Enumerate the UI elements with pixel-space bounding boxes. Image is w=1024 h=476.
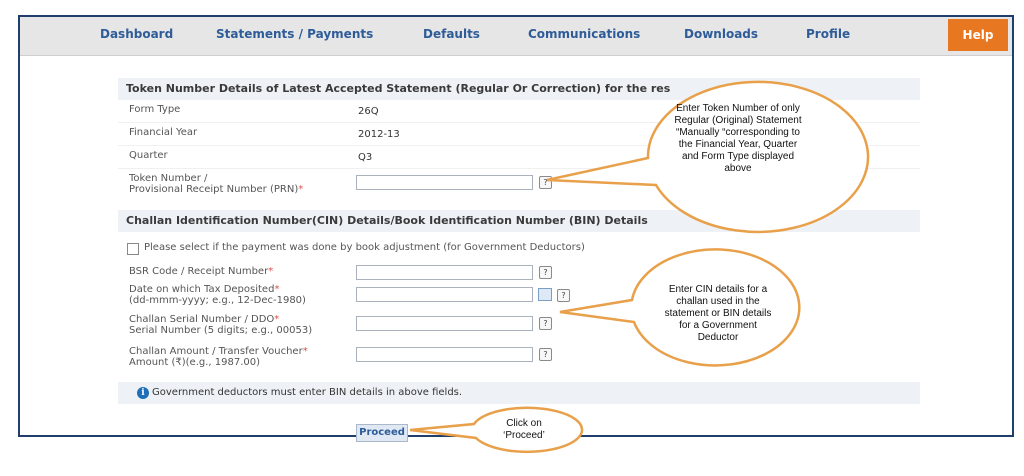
challan-amount-label-line1: Challan Amount / Transfer Voucher* [129, 346, 308, 357]
quarter-value: Q3 [358, 152, 373, 163]
challan-section-title: Challan Identification Number(CIN) Details/Book Identification Number (BIN) Details [126, 214, 648, 227]
info-icon: i [137, 387, 149, 399]
token-section-title: Token Number Details of Latest Accepted Statement (Regular Or Correction) for the res [126, 82, 671, 95]
book-adjustment-label: Please select if the payment was done by book adjustment (for Government Deductors) [144, 242, 585, 253]
challan-serial-label-line2: Serial Number (5 digits; e.g., 00053) [129, 325, 313, 336]
tax-date-label-line1: Date on which Tax Deposited* [129, 284, 280, 295]
tax-date-help-icon[interactable]: ? [557, 289, 570, 302]
challan-serial-help-icon[interactable]: ? [539, 317, 552, 330]
info-note: Government deductors must enter BIN details in above fields. [118, 382, 920, 404]
financial-year-value: 2012-13 [358, 129, 400, 140]
token-callout-text: Enter Token Number of only Regular (Original) Statement “Manually “corresponding to the Financial Year, Quarter and Form Type displayed above [674, 103, 802, 174]
form-type-label: Form Type [129, 104, 181, 115]
nav-statements-payments[interactable]: Statements / Payments [216, 27, 374, 41]
form-type-value: 26Q [358, 106, 379, 117]
proceed-callout-text: Click on ‘Proceed’ [503, 418, 545, 441]
token-number-label-line1: Token Number / [129, 173, 208, 184]
nav-defaults[interactable]: Defaults [423, 27, 480, 41]
token-help-icon[interactable]: ? [539, 176, 552, 189]
quarter-label: Quarter [129, 150, 168, 161]
token-number-label-line2: Provisional Receipt Number (PRN)* [129, 184, 304, 195]
nav-profile[interactable]: Profile [806, 27, 851, 41]
help-button[interactable]: Help [948, 19, 1008, 51]
nav-downloads[interactable]: Downloads [684, 27, 759, 41]
nav-dashboard[interactable]: Dashboard [100, 27, 174, 41]
challan-serial-label-line1: Challan Serial Number / DDO* [129, 314, 280, 325]
nav-communications[interactable]: Communications [528, 27, 641, 41]
financial-year-label: Financial Year [129, 127, 198, 138]
tax-date-label-line2: (dd-mmm-yyyy; e.g., 12-Dec-1980) [129, 295, 306, 306]
proceed-button[interactable]: Proceed [356, 424, 408, 442]
challan-amount-help-icon[interactable]: ? [539, 348, 552, 361]
bsr-help-icon[interactable]: ? [539, 266, 552, 279]
challan-amount-label-line2: Amount (₹)(e.g., 1987.00) [129, 357, 261, 368]
bsr-code-label: BSR Code / Receipt Number* [129, 266, 274, 277]
cin-callout-text: Enter CIN details for a challan used in the statement or BIN details for a Government Deductor [664, 284, 772, 343]
